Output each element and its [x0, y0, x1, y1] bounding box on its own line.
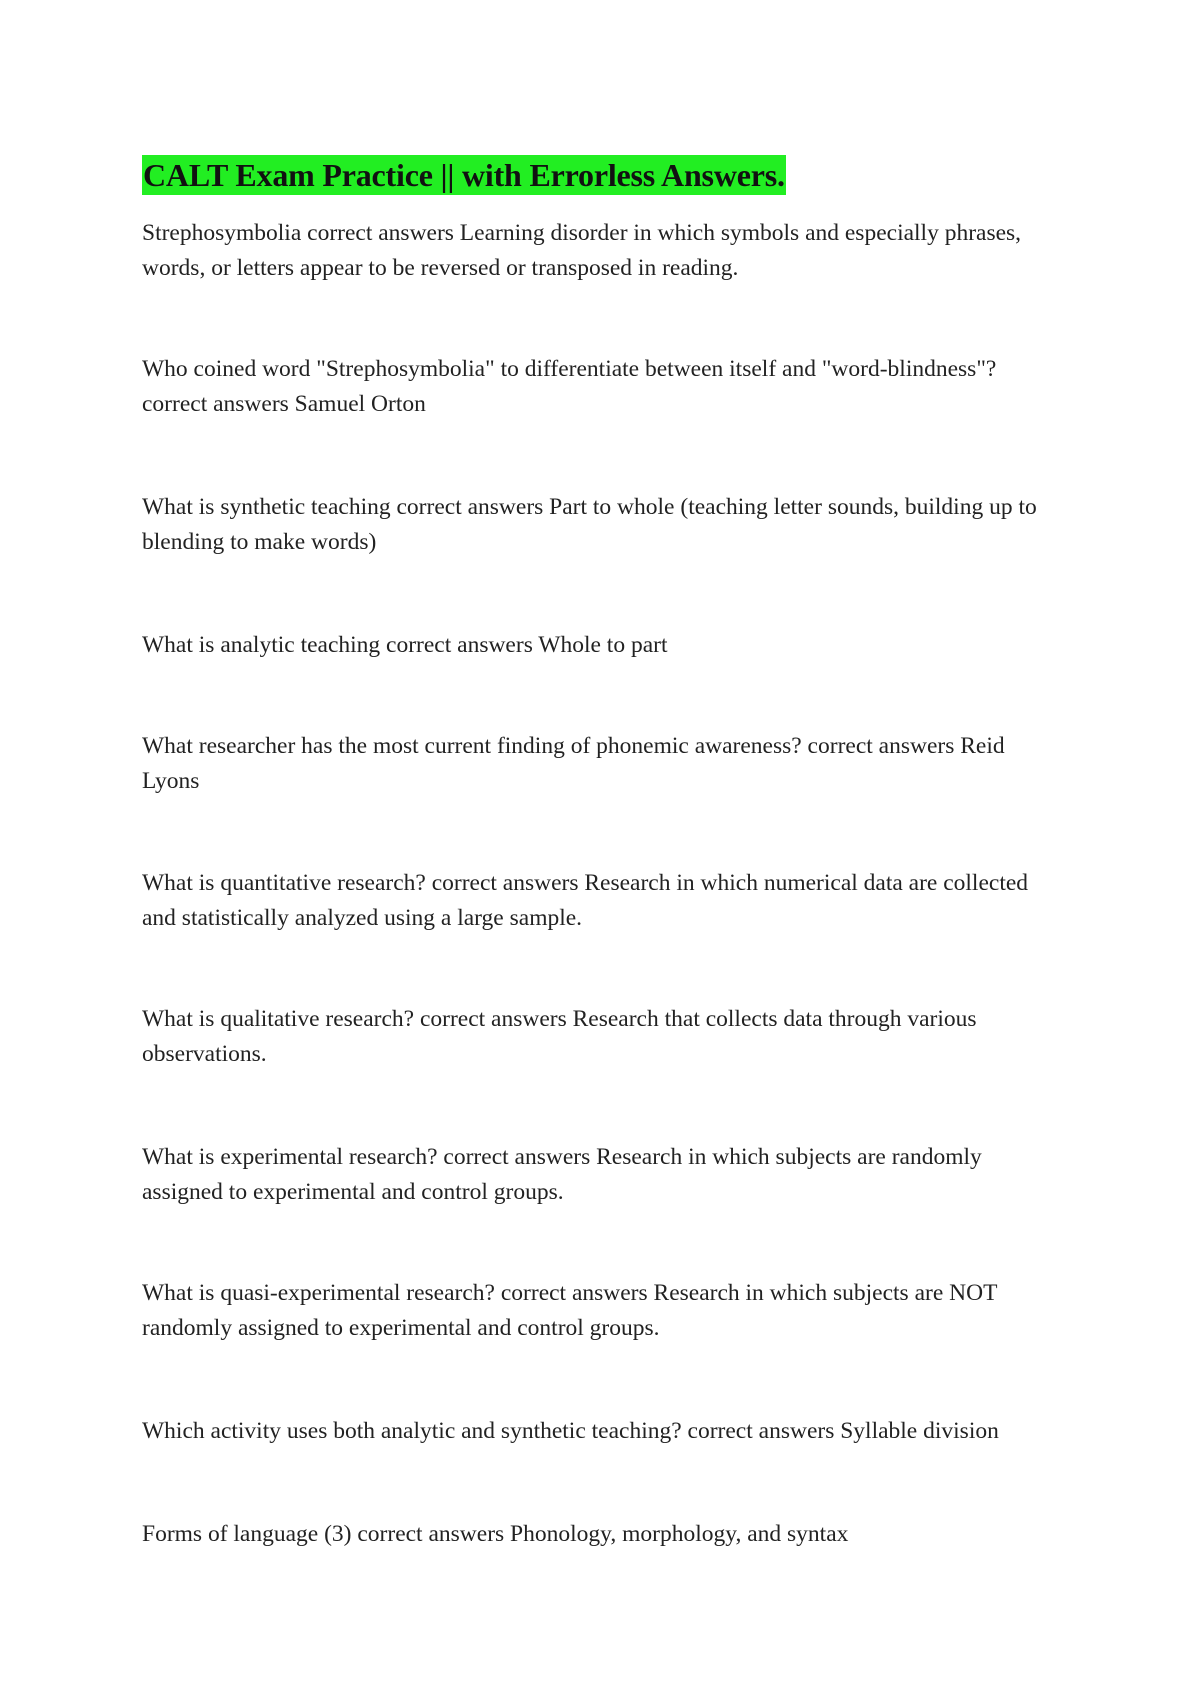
qa-entry: What is qualitative research? correct answers Research that collects data through various observations. [142, 1006, 977, 1067]
qa-entry: Who coined word "Strephosymbolia" to differentiate between itself and "word-blindness"? correct answers Samuel Orton [142, 356, 997, 417]
qa-entry: Which activity uses both analytic and synthetic teaching? correct answers Syllable division [142, 1418, 999, 1444]
document-title: CALT Exam Practice || with Errorless Answers. [143, 157, 785, 193]
title-container [142, 155, 786, 195]
qa-entry: What is analytic teaching correct answers Whole to part [142, 632, 668, 658]
qa-entry: What researcher has the most current finding of phonemic awareness? correct answers Reid Lyons [142, 733, 1005, 794]
qa-entry: What is synthetic teaching correct answers Part to whole (teaching letter sounds, building up to blending to make words) [142, 494, 1037, 555]
qa-entry: What is experimental research? correct answers Research in which subjects are randomly assigned to experimental and control groups. [142, 1144, 982, 1205]
qa-entry: What is quantitative research? correct answers Research in which numerical data are collected and statistically analyzed using a large sample. [142, 870, 1029, 931]
qa-entry: What is quasi-experimental research? correct answers Research in which subjects are NOT randomly assigned to experimental and control groups. [142, 1280, 997, 1341]
qa-entry: Strephosymbolia correct answers Learning disorder in which symbols and especially phrases, words, or letters appear to be reversed or transposed in reading. [142, 220, 1022, 281]
qa-entry: Forms of language (3) correct answers Phonology, morphology, and syntax [142, 1521, 849, 1547]
